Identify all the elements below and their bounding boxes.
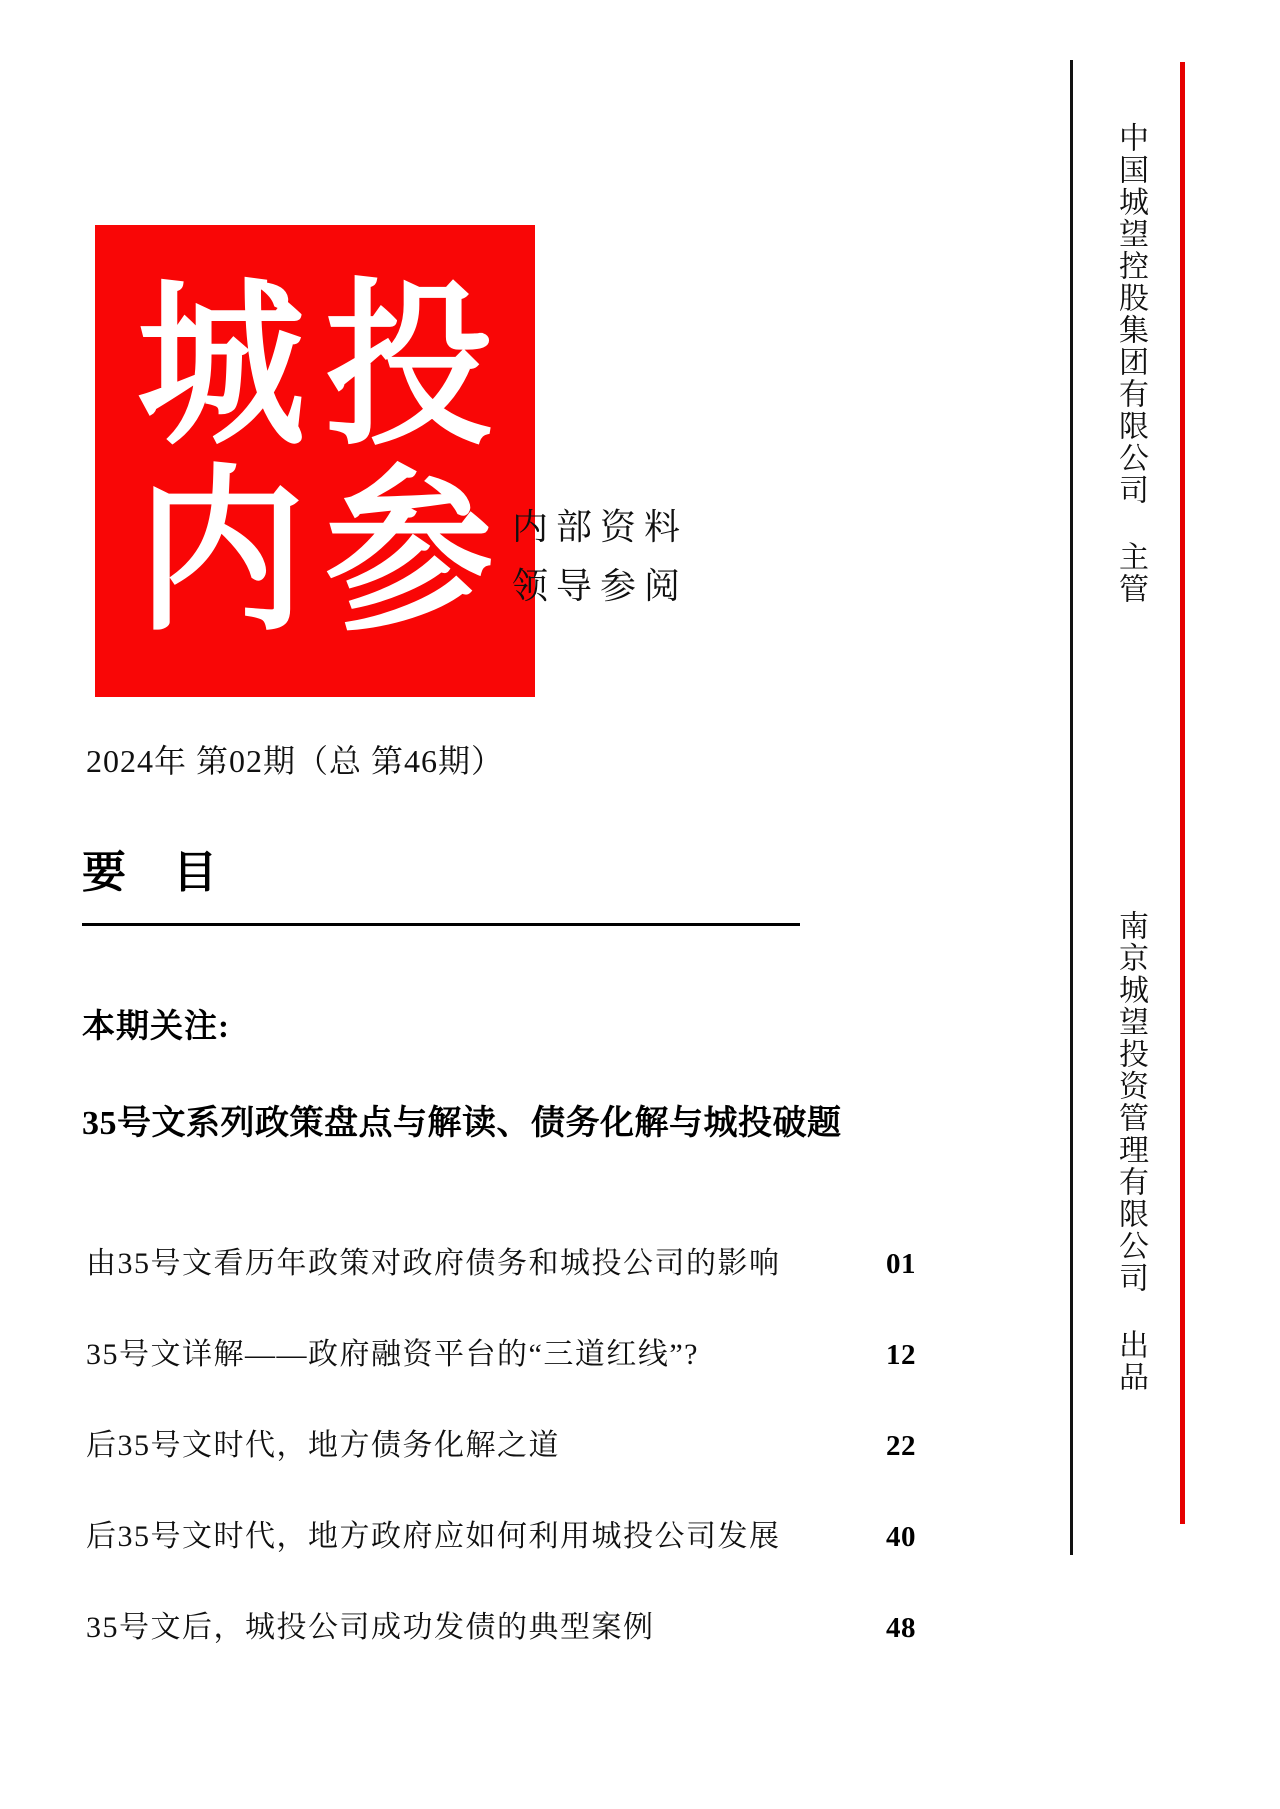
focus-label: 本期关注:: [82, 1009, 230, 1045]
subtitle-leadership-reference: 领导参阅: [512, 566, 689, 607]
sidebar-publisher-text: 南京城望投资管理有限公司 出品: [1114, 910, 1147, 1393]
page-title: 要 目: [82, 848, 235, 897]
publication-logo: [95, 225, 535, 697]
toc-entry-title: 后35号文时代，地方政府应如何利用城投公司发展: [86, 1520, 781, 1553]
toc-entry-page: 01: [886, 1248, 916, 1280]
toc-entry-title: 35号文详解——政府融资平台的“三道红线”?: [86, 1338, 699, 1371]
toc-entry-title: 后35号文时代，地方债务化解之道: [86, 1429, 560, 1462]
subtitle-block: [512, 498, 772, 617]
table-of-contents: [86, 1238, 916, 1693]
feature-title: 35号文系列政策盘点与解读、债务化解与城投破题: [82, 1105, 842, 1142]
logo-char-tou: 投: [325, 269, 493, 467]
sidebar-red-rule: [1180, 62, 1185, 1524]
toc-entry-title: 35号文后，城投公司成功发债的典型案例: [86, 1611, 655, 1644]
toc-entry[interactable]: [86, 1329, 916, 1420]
logo-char-can: 参: [325, 455, 493, 653]
subtitle-internal-material: 内部资料: [512, 507, 689, 547]
heading-divider: [82, 923, 800, 926]
logo-char-cheng: 城: [137, 269, 305, 467]
toc-entry-title: 由35号文看历年政策对政府债务和城投公司的影响: [86, 1247, 781, 1280]
logo-row-top: [95, 269, 535, 467]
logo-char-nei: 内: [137, 455, 305, 653]
issue-number-line: 2024年 第02期（总 第46期）: [86, 743, 505, 779]
sidebar-black-rule: [1070, 60, 1073, 1555]
toc-entry-page: 12: [886, 1339, 916, 1371]
toc-entry[interactable]: [86, 1602, 916, 1693]
toc-entry[interactable]: [86, 1420, 916, 1511]
toc-entry[interactable]: [86, 1511, 916, 1602]
toc-entry-page: 40: [886, 1521, 916, 1553]
toc-entry-page: 48: [886, 1612, 916, 1644]
toc-entry[interactable]: [86, 1238, 916, 1329]
toc-entry-page: 22: [886, 1430, 916, 1462]
logo-row-bottom: [95, 455, 535, 653]
sidebar-supervisor-text: 中国城望控股集团有限公司 主管: [1114, 122, 1147, 605]
